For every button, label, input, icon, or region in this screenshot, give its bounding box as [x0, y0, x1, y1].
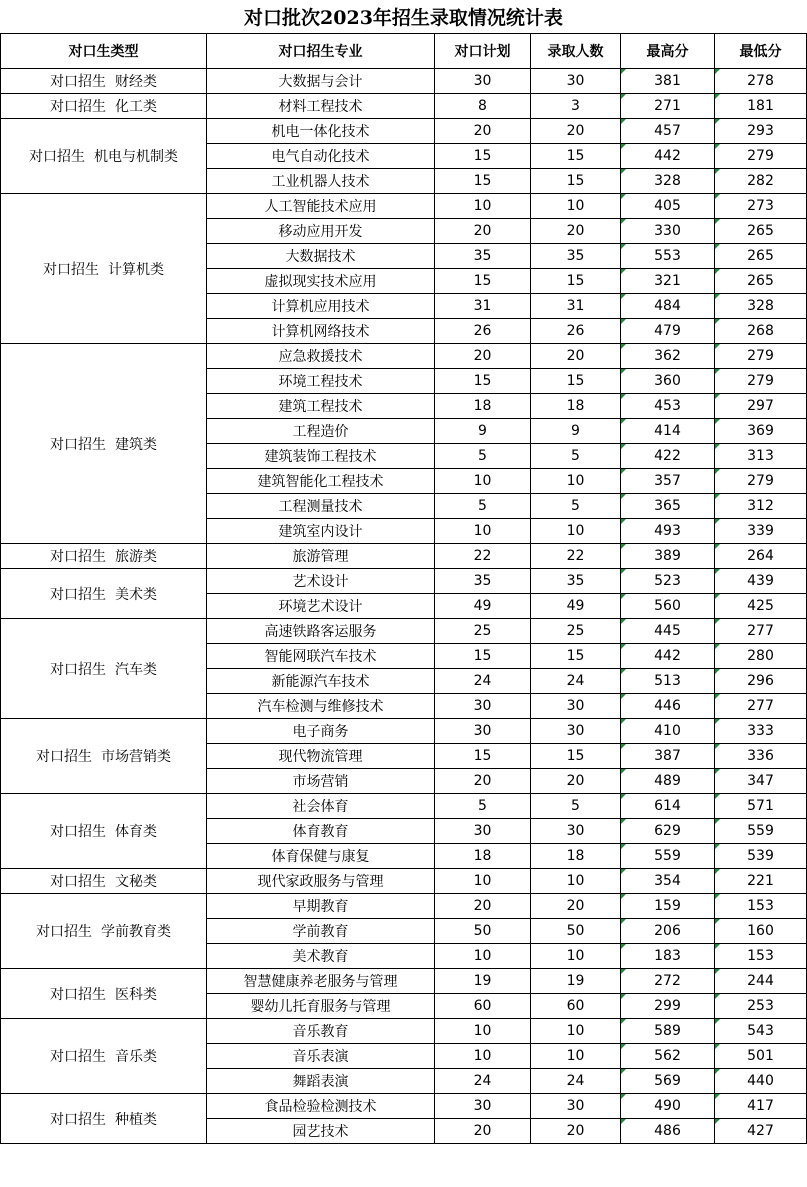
admitted-cell: 10	[531, 519, 621, 544]
max-score-cell: 442	[621, 144, 715, 169]
header-major: 对口招生专业	[207, 34, 435, 69]
max-score-cell: 484	[621, 294, 715, 319]
plan-cell: 20	[435, 119, 531, 144]
plan-cell: 10	[435, 519, 531, 544]
max-score-cell: 442	[621, 644, 715, 669]
major-cell: 智能网联汽车技术	[207, 644, 435, 669]
admitted-cell: 5	[531, 494, 621, 519]
major-cell: 大数据技术	[207, 244, 435, 269]
table-row	[1, 794, 807, 819]
category-cell: 对口招生 汽车类	[1, 619, 207, 719]
major-cell: 电子商务	[207, 719, 435, 744]
table-body	[1, 69, 807, 1144]
plan-cell: 26	[435, 319, 531, 344]
admitted-cell: 18	[531, 394, 621, 419]
major-cell: 智慧健康养老服务与管理	[207, 969, 435, 994]
category-cell: 对口招生 旅游类	[1, 544, 207, 569]
admitted-cell: 10	[531, 194, 621, 219]
plan-cell: 8	[435, 94, 531, 119]
plan-cell: 30	[435, 819, 531, 844]
max-score-cell: 490	[621, 1094, 715, 1119]
max-score-cell: 559	[621, 844, 715, 869]
max-score-cell: 183	[621, 944, 715, 969]
admitted-cell: 22	[531, 544, 621, 569]
plan-cell: 24	[435, 669, 531, 694]
min-score-cell: 339	[715, 519, 807, 544]
category-cell: 对口招生 计算机类	[1, 194, 207, 344]
admitted-cell: 15	[531, 369, 621, 394]
admitted-cell: 35	[531, 244, 621, 269]
plan-cell: 15	[435, 369, 531, 394]
min-score-cell: 279	[715, 344, 807, 369]
major-cell: 工程测量技术	[207, 494, 435, 519]
min-score-cell: 277	[715, 619, 807, 644]
admitted-cell: 25	[531, 619, 621, 644]
max-score-cell: 457	[621, 119, 715, 144]
category-cell: 对口招生 医科类	[1, 969, 207, 1019]
min-score-cell: 336	[715, 744, 807, 769]
max-score-cell: 389	[621, 544, 715, 569]
min-score-cell: 296	[715, 669, 807, 694]
major-cell: 旅游管理	[207, 544, 435, 569]
admitted-cell: 15	[531, 169, 621, 194]
header-plan: 对口计划	[435, 34, 531, 69]
table-row	[1, 94, 807, 119]
admitted-cell: 19	[531, 969, 621, 994]
header-category: 对口生类型	[1, 34, 207, 69]
plan-cell: 10	[435, 469, 531, 494]
major-cell: 应急救援技术	[207, 344, 435, 369]
table-row	[1, 619, 807, 644]
major-cell: 计算机应用技术	[207, 294, 435, 319]
major-cell: 大数据与会计	[207, 69, 435, 94]
min-score-cell: 264	[715, 544, 807, 569]
min-score-cell: 181	[715, 94, 807, 119]
plan-cell: 15	[435, 644, 531, 669]
max-score-cell: 589	[621, 1019, 715, 1044]
major-cell: 市场营销	[207, 769, 435, 794]
major-cell: 材料工程技术	[207, 94, 435, 119]
max-score-cell: 159	[621, 894, 715, 919]
major-cell: 人工智能技术应用	[207, 194, 435, 219]
max-score-cell: 569	[621, 1069, 715, 1094]
major-cell: 体育教育	[207, 819, 435, 844]
max-score-cell: 354	[621, 869, 715, 894]
admitted-cell: 49	[531, 594, 621, 619]
major-cell: 美术教育	[207, 944, 435, 969]
max-score-cell: 446	[621, 694, 715, 719]
admitted-cell: 10	[531, 469, 621, 494]
admitted-cell: 30	[531, 819, 621, 844]
admitted-cell: 20	[531, 119, 621, 144]
plan-cell: 10	[435, 944, 531, 969]
admitted-cell: 60	[531, 994, 621, 1019]
major-cell: 早期教育	[207, 894, 435, 919]
major-cell: 建筑装饰工程技术	[207, 444, 435, 469]
category-cell: 对口招生 机电与机制类	[1, 119, 207, 194]
major-cell: 食品检验检测技术	[207, 1094, 435, 1119]
admitted-cell: 18	[531, 844, 621, 869]
major-cell: 虚拟现实技术应用	[207, 269, 435, 294]
min-score-cell: 265	[715, 244, 807, 269]
min-score-cell: 439	[715, 569, 807, 594]
plan-cell: 30	[435, 694, 531, 719]
table-row	[1, 69, 807, 94]
admitted-cell: 50	[531, 919, 621, 944]
admission-stats-table	[0, 33, 807, 1144]
max-score-cell: 513	[621, 669, 715, 694]
major-cell: 学前教育	[207, 919, 435, 944]
min-score-cell: 279	[715, 369, 807, 394]
max-score-cell: 360	[621, 369, 715, 394]
min-score-cell: 221	[715, 869, 807, 894]
plan-cell: 20	[435, 769, 531, 794]
admitted-cell: 24	[531, 1069, 621, 1094]
plan-cell: 35	[435, 569, 531, 594]
plan-cell: 5	[435, 794, 531, 819]
max-score-cell: 422	[621, 444, 715, 469]
admitted-cell: 15	[531, 644, 621, 669]
plan-cell: 9	[435, 419, 531, 444]
major-cell: 移动应用开发	[207, 219, 435, 244]
table-row	[1, 869, 807, 894]
max-score-cell: 445	[621, 619, 715, 644]
max-score-cell: 629	[621, 819, 715, 844]
major-cell: 现代家政服务与管理	[207, 869, 435, 894]
admitted-cell: 30	[531, 69, 621, 94]
major-cell: 社会体育	[207, 794, 435, 819]
plan-cell: 10	[435, 1019, 531, 1044]
admitted-cell: 26	[531, 319, 621, 344]
min-score-cell: 160	[715, 919, 807, 944]
max-score-cell: 405	[621, 194, 715, 219]
max-score-cell: 328	[621, 169, 715, 194]
table-title: 对口批次2023年招生录取情况统计表	[244, 7, 563, 29]
category-cell: 对口招生 市场营销类	[1, 719, 207, 794]
max-score-cell: 357	[621, 469, 715, 494]
header-admitted: 录取人数	[531, 34, 621, 69]
major-cell: 环境工程技术	[207, 369, 435, 394]
max-score-cell: 562	[621, 1044, 715, 1069]
major-cell: 机电一体化技术	[207, 119, 435, 144]
table-row	[1, 569, 807, 594]
table-row	[1, 119, 807, 144]
min-score-cell: 244	[715, 969, 807, 994]
plan-cell: 49	[435, 594, 531, 619]
max-score-cell: 321	[621, 269, 715, 294]
min-score-cell: 417	[715, 1094, 807, 1119]
plan-cell: 5	[435, 494, 531, 519]
admitted-cell: 10	[531, 1019, 621, 1044]
admitted-cell: 15	[531, 269, 621, 294]
plan-cell: 15	[435, 169, 531, 194]
max-score-cell: 614	[621, 794, 715, 819]
major-cell: 高速铁路客运服务	[207, 619, 435, 644]
min-score-cell: 253	[715, 994, 807, 1019]
category-cell: 对口招生 文秘类	[1, 869, 207, 894]
plan-cell: 30	[435, 719, 531, 744]
admitted-cell: 20	[531, 769, 621, 794]
admitted-cell: 9	[531, 419, 621, 444]
admitted-cell: 31	[531, 294, 621, 319]
header-min-score: 最低分	[715, 34, 807, 69]
plan-cell: 60	[435, 994, 531, 1019]
max-score-cell: 206	[621, 919, 715, 944]
min-score-cell: 328	[715, 294, 807, 319]
min-score-cell: 265	[715, 219, 807, 244]
major-cell: 音乐表演	[207, 1044, 435, 1069]
major-cell: 电气自动化技术	[207, 144, 435, 169]
category-cell: 对口招生 财经类	[1, 69, 207, 94]
max-score-cell: 523	[621, 569, 715, 594]
min-score-cell: 571	[715, 794, 807, 819]
min-score-cell: 543	[715, 1019, 807, 1044]
plan-cell: 30	[435, 1094, 531, 1119]
min-score-cell: 333	[715, 719, 807, 744]
min-score-cell: 559	[715, 819, 807, 844]
min-score-cell: 153	[715, 944, 807, 969]
plan-cell: 10	[435, 869, 531, 894]
max-score-cell: 330	[621, 219, 715, 244]
min-score-cell: 278	[715, 69, 807, 94]
min-score-cell: 279	[715, 469, 807, 494]
min-score-cell: 282	[715, 169, 807, 194]
plan-cell: 22	[435, 544, 531, 569]
plan-cell: 18	[435, 844, 531, 869]
plan-cell: 20	[435, 219, 531, 244]
major-cell: 新能源汽车技术	[207, 669, 435, 694]
category-cell: 对口招生 种植类	[1, 1094, 207, 1144]
category-cell: 对口招生 化工类	[1, 94, 207, 119]
max-score-cell: 362	[621, 344, 715, 369]
major-cell: 建筑智能化工程技术	[207, 469, 435, 494]
max-score-cell: 486	[621, 1119, 715, 1144]
max-score-cell: 410	[621, 719, 715, 744]
plan-cell: 5	[435, 444, 531, 469]
max-score-cell: 489	[621, 769, 715, 794]
admitted-cell: 15	[531, 744, 621, 769]
admitted-cell: 10	[531, 944, 621, 969]
admitted-cell: 20	[531, 894, 621, 919]
max-score-cell: 272	[621, 969, 715, 994]
major-cell: 艺术设计	[207, 569, 435, 594]
plan-cell: 31	[435, 294, 531, 319]
category-cell: 对口招生 体育类	[1, 794, 207, 869]
min-score-cell: 265	[715, 269, 807, 294]
table-row	[1, 1094, 807, 1119]
admitted-cell: 10	[531, 869, 621, 894]
plan-cell: 15	[435, 744, 531, 769]
table-row	[1, 894, 807, 919]
table-row	[1, 1019, 807, 1044]
admitted-cell: 30	[531, 1094, 621, 1119]
admitted-cell: 20	[531, 1119, 621, 1144]
plan-cell: 20	[435, 1119, 531, 1144]
plan-cell: 19	[435, 969, 531, 994]
plan-cell: 35	[435, 244, 531, 269]
min-score-cell: 440	[715, 1069, 807, 1094]
table-row	[1, 719, 807, 744]
min-score-cell: 369	[715, 419, 807, 444]
plan-cell: 20	[435, 344, 531, 369]
plan-cell: 15	[435, 269, 531, 294]
max-score-cell: 453	[621, 394, 715, 419]
plan-cell: 10	[435, 194, 531, 219]
admitted-cell: 30	[531, 719, 621, 744]
min-score-cell: 268	[715, 319, 807, 344]
admitted-cell: 20	[531, 344, 621, 369]
min-score-cell: 293	[715, 119, 807, 144]
category-cell: 对口招生 建筑类	[1, 344, 207, 544]
major-cell: 舞蹈表演	[207, 1069, 435, 1094]
min-score-cell: 280	[715, 644, 807, 669]
category-cell: 对口招生 音乐类	[1, 1019, 207, 1094]
plan-cell: 24	[435, 1069, 531, 1094]
max-score-cell: 479	[621, 319, 715, 344]
admitted-cell: 20	[531, 219, 621, 244]
plan-cell: 30	[435, 69, 531, 94]
min-score-cell: 273	[715, 194, 807, 219]
admitted-cell: 5	[531, 444, 621, 469]
major-cell: 体育保健与康复	[207, 844, 435, 869]
admitted-cell: 5	[531, 794, 621, 819]
admitted-cell: 10	[531, 1044, 621, 1069]
major-cell: 工业机器人技术	[207, 169, 435, 194]
category-cell: 对口招生 美术类	[1, 569, 207, 619]
plan-cell: 18	[435, 394, 531, 419]
min-score-cell: 297	[715, 394, 807, 419]
max-score-cell: 365	[621, 494, 715, 519]
min-score-cell: 312	[715, 494, 807, 519]
min-score-cell: 427	[715, 1119, 807, 1144]
min-score-cell: 347	[715, 769, 807, 794]
max-score-cell: 560	[621, 594, 715, 619]
header-row	[1, 34, 807, 69]
max-score-cell: 387	[621, 744, 715, 769]
min-score-cell: 153	[715, 894, 807, 919]
max-score-cell: 553	[621, 244, 715, 269]
table-row	[1, 344, 807, 369]
table-row	[1, 969, 807, 994]
admitted-cell: 24	[531, 669, 621, 694]
min-score-cell: 277	[715, 694, 807, 719]
major-cell: 环境艺术设计	[207, 594, 435, 619]
max-score-cell: 271	[621, 94, 715, 119]
major-cell: 汽车检测与维修技术	[207, 694, 435, 719]
max-score-cell: 299	[621, 994, 715, 1019]
major-cell: 音乐教育	[207, 1019, 435, 1044]
plan-cell: 25	[435, 619, 531, 644]
major-cell: 计算机网络技术	[207, 319, 435, 344]
table-row	[1, 194, 807, 219]
min-score-cell: 313	[715, 444, 807, 469]
max-score-cell: 381	[621, 69, 715, 94]
admitted-cell: 3	[531, 94, 621, 119]
plan-cell: 15	[435, 144, 531, 169]
admitted-cell: 35	[531, 569, 621, 594]
header-max-score: 最高分	[621, 34, 715, 69]
max-score-cell: 493	[621, 519, 715, 544]
min-score-cell: 425	[715, 594, 807, 619]
category-cell: 对口招生 学前教育类	[1, 894, 207, 969]
min-score-cell: 279	[715, 144, 807, 169]
min-score-cell: 501	[715, 1044, 807, 1069]
plan-cell: 50	[435, 919, 531, 944]
min-score-cell: 539	[715, 844, 807, 869]
admitted-cell: 15	[531, 144, 621, 169]
major-cell: 工程造价	[207, 419, 435, 444]
plan-cell: 20	[435, 894, 531, 919]
table-row	[1, 544, 807, 569]
major-cell: 建筑工程技术	[207, 394, 435, 419]
admitted-cell: 30	[531, 694, 621, 719]
major-cell: 建筑室内设计	[207, 519, 435, 544]
max-score-cell: 414	[621, 419, 715, 444]
major-cell: 园艺技术	[207, 1119, 435, 1144]
major-cell: 婴幼儿托育服务与管理	[207, 994, 435, 1019]
plan-cell: 10	[435, 1044, 531, 1069]
major-cell: 现代物流管理	[207, 744, 435, 769]
